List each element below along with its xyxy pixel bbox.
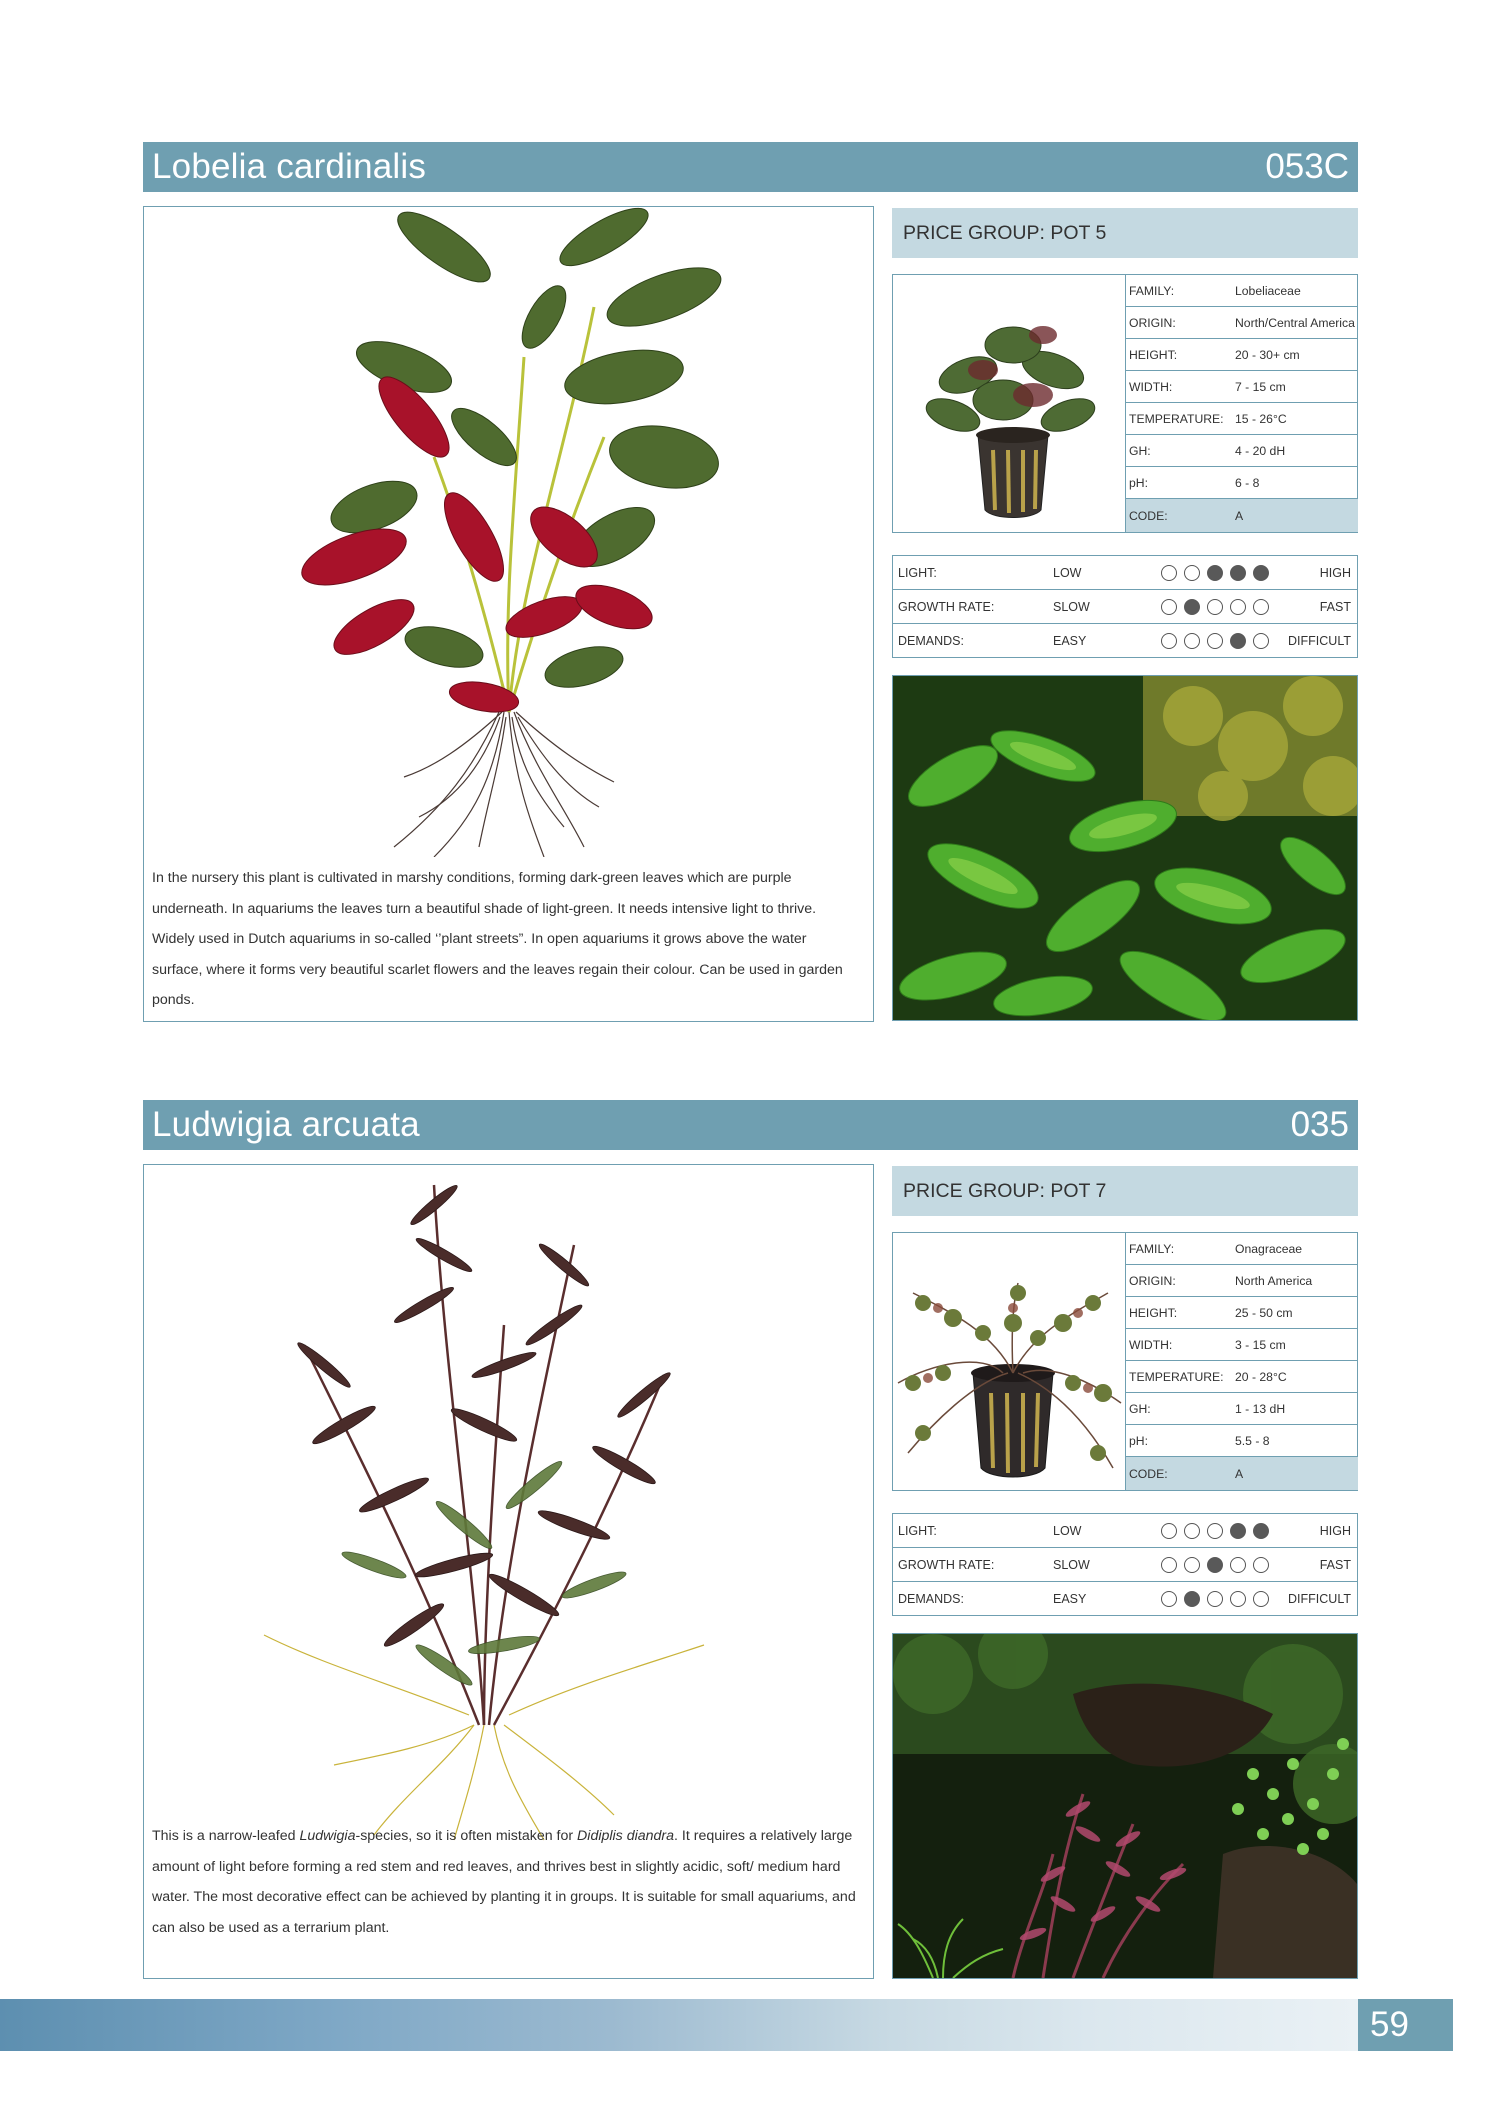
price-group-label: PRICE GROUP: POT 7 <box>903 1179 1107 1202</box>
aquarium-photo <box>892 1633 1358 1979</box>
rating-dot-empty <box>1207 1591 1223 1607</box>
plant-title-bar <box>143 142 1358 192</box>
description-text: . It requires a relatively large amount of light before forming a red stem and red leaves, and thrives best in slightly acidic, soft/ medium hard water. The most decorative effect can be achieved by planting it in groups. It is suitable for small aquariums, and can also be used as a terrarium plant. <box>152 1828 856 1936</box>
rating-dots <box>1161 1591 1269 1607</box>
rating-low-label: LOW <box>1053 565 1082 580</box>
fact-label: ORIGIN: <box>1129 1273 1176 1288</box>
rating-dot-empty <box>1184 1557 1200 1573</box>
rating-low-label: SLOW <box>1053 599 1090 614</box>
plant-name: Ludwigia arcuata <box>152 1105 420 1144</box>
rating-dot-empty <box>1184 633 1200 649</box>
rating-dots <box>1161 1557 1269 1573</box>
potted-plant-photo <box>893 1233 1125 1490</box>
fact-label: HEIGHT: <box>1129 1305 1178 1320</box>
rating-row-growth-rate <box>893 590 1357 624</box>
rating-row-demands <box>893 624 1357 658</box>
plant-illustration-panel <box>143 1164 874 1979</box>
rating-high-label: DIFFICULT <box>1288 634 1351 648</box>
rating-dot-empty <box>1184 1523 1200 1539</box>
fact-label: FAMILY: <box>1129 283 1175 298</box>
fact-label: ORIGIN: <box>1129 315 1176 330</box>
rating-dot-filled <box>1184 1591 1200 1607</box>
rating-dot-filled <box>1253 565 1269 581</box>
rating-label: DEMANDS: <box>898 634 964 648</box>
aquarium-photo <box>892 675 1358 1021</box>
fact-label: TEMPERATURE: <box>1129 1369 1224 1384</box>
fact-label: GH: <box>1129 443 1151 458</box>
rating-dot-empty <box>1253 1591 1269 1607</box>
fact-value: 20 - 30+ cm <box>1235 347 1300 362</box>
rating-row-light <box>893 1514 1357 1548</box>
fact-row <box>1126 371 1358 403</box>
fact-row <box>1126 1233 1358 1265</box>
fact-row <box>1126 1361 1358 1393</box>
plant-title-bar <box>143 1100 1358 1150</box>
plant-code: 035 <box>1290 1105 1349 1144</box>
page-number <box>1358 1999 1453 2051</box>
rating-low-label: SLOW <box>1053 1557 1090 1572</box>
ludwigia-illustration <box>144 1165 873 1845</box>
fact-value: 4 - 20 dH <box>1235 443 1286 458</box>
fact-value: 6 - 8 <box>1235 475 1260 490</box>
fact-row <box>1126 275 1358 307</box>
rating-dots <box>1161 633 1269 649</box>
rating-high-label: HIGH <box>1319 565 1351 580</box>
rating-dot-empty <box>1253 1557 1269 1573</box>
plant-illustration-panel <box>143 206 874 1022</box>
footer-band <box>0 1999 1358 2051</box>
rating-label: DEMANDS: <box>898 1592 964 1606</box>
rating-dot-empty <box>1230 1557 1246 1573</box>
price-group-label: PRICE GROUP: POT 5 <box>903 221 1107 244</box>
fact-row <box>1126 435 1358 467</box>
rating-dot-empty <box>1230 1591 1246 1607</box>
rating-dot-empty <box>1161 1591 1177 1607</box>
fact-value: 20 - 28°C <box>1235 1369 1287 1384</box>
rating-dot-empty <box>1207 599 1223 615</box>
description-text: This is a narrow-leafed <box>152 1828 300 1844</box>
rating-row-demands <box>893 1582 1357 1616</box>
rating-dot-filled <box>1207 1557 1223 1573</box>
rating-dots <box>1161 1523 1269 1539</box>
fact-label: WIDTH: <box>1129 379 1173 394</box>
price-group-bar <box>892 1166 1358 1216</box>
fact-row <box>1126 1329 1358 1361</box>
rating-low-label: EASY <box>1053 1592 1087 1606</box>
description-italic-species: Didiplis diandra <box>577 1828 675 1844</box>
rating-dots <box>1161 599 1269 615</box>
plant-facts-table <box>1125 1233 1358 1490</box>
plant-description <box>152 1821 859 1943</box>
plant-facts-table <box>1125 275 1358 532</box>
rating-dot-filled <box>1230 633 1246 649</box>
care-ratings-table <box>892 555 1358 658</box>
fact-label: CODE: <box>1129 508 1168 523</box>
plant-code: 053C <box>1265 147 1349 186</box>
fact-label: pH: <box>1129 1433 1148 1448</box>
fact-value: 15 - 26°C <box>1235 411 1287 426</box>
rating-dot-empty <box>1161 565 1177 581</box>
rating-low-label: EASY <box>1053 634 1087 648</box>
potted-plant-photo <box>893 275 1125 532</box>
fact-row <box>1126 307 1358 339</box>
fact-label: CODE: <box>1129 1466 1168 1481</box>
price-group-bar <box>892 208 1358 258</box>
fact-row <box>1126 1265 1358 1297</box>
rating-dot-empty <box>1207 1523 1223 1539</box>
fact-row <box>1126 403 1358 435</box>
rating-row-growth-rate <box>893 1548 1357 1582</box>
fact-label: pH: <box>1129 475 1148 490</box>
fact-value: North America <box>1235 1273 1313 1288</box>
page-number-text: 59 <box>1370 2005 1409 2044</box>
rating-dot-empty <box>1253 633 1269 649</box>
fact-value: 3 - 15 cm <box>1235 1337 1286 1352</box>
fact-value: 5.5 - 8 <box>1235 1433 1270 1448</box>
fact-label: HEIGHT: <box>1129 347 1178 362</box>
rating-dot-empty <box>1253 599 1269 615</box>
rating-label: GROWTH RATE: <box>898 1557 995 1572</box>
fact-value: 25 - 50 cm <box>1235 1305 1293 1320</box>
fact-value: A <box>1235 1466 1244 1481</box>
rating-dot-empty <box>1184 565 1200 581</box>
rating-dot-empty <box>1161 599 1177 615</box>
rating-low-label: LOW <box>1053 1523 1082 1538</box>
rating-dot-filled <box>1230 1523 1246 1539</box>
fact-value: North/Central America <box>1235 315 1355 330</box>
rating-high-label: DIFFICULT <box>1288 1592 1351 1606</box>
fact-label: GH: <box>1129 1401 1151 1416</box>
description-italic-genus: Ludwigia <box>299 1828 356 1844</box>
lobelia-illustration <box>144 207 873 857</box>
fact-label: FAMILY: <box>1129 1241 1175 1256</box>
rating-dot-filled <box>1253 1523 1269 1539</box>
rating-dot-filled <box>1207 565 1223 581</box>
fact-row <box>1126 1297 1358 1329</box>
rating-dot-empty <box>1207 633 1223 649</box>
fact-row-code <box>1126 499 1358 532</box>
fact-row-code <box>1126 1457 1358 1490</box>
fact-value: 1 - 13 dH <box>1235 1401 1286 1416</box>
plant-info-box <box>892 1232 1358 1491</box>
rating-high-label: HIGH <box>1319 1523 1351 1538</box>
rating-high-label: FAST <box>1319 599 1351 614</box>
fact-row <box>1126 467 1358 499</box>
fact-value: 7 - 15 cm <box>1235 379 1286 394</box>
rating-dot-filled <box>1230 565 1246 581</box>
fact-value: Onagraceae <box>1235 1241 1303 1256</box>
rating-row-light <box>893 556 1357 590</box>
rating-dot-filled <box>1184 599 1200 615</box>
rating-label: GROWTH RATE: <box>898 599 995 614</box>
rating-dots <box>1161 565 1269 581</box>
fact-label: TEMPERATURE: <box>1129 411 1224 426</box>
rating-dot-empty <box>1230 599 1246 615</box>
fact-row <box>1126 1393 1358 1425</box>
description-text: -species, so it is often mistaken for <box>355 1828 578 1844</box>
plant-info-box <box>892 274 1358 533</box>
plant-description: In the nursery this plant is cultivated in marshy conditions, forming dark-green leaves which are purple underneath. In aquariums the leaves turn a beautiful shade of light-green. It needs intensive light to thrive. Widely used in Dutch aquariums in so-called ‘’plant streets”. In open aquariums it grows above the water surface, where it forms very beautiful scarlet flowers and the leaves regain their colour. Can be used in garden ponds. <box>152 870 843 1008</box>
care-ratings-table <box>892 1513 1358 1616</box>
fact-value: Lobeliaceae <box>1235 283 1301 298</box>
rating-label: LIGHT: <box>898 1523 937 1538</box>
rating-dot-empty <box>1161 1523 1177 1539</box>
rating-high-label: FAST <box>1319 1557 1351 1572</box>
rating-label: LIGHT: <box>898 565 937 580</box>
rating-dot-empty <box>1161 633 1177 649</box>
rating-dot-empty <box>1161 1557 1177 1573</box>
plant-name: Lobelia cardinalis <box>152 147 427 186</box>
fact-row <box>1126 1425 1358 1457</box>
fact-label: WIDTH: <box>1129 1337 1173 1352</box>
fact-value: A <box>1235 508 1244 523</box>
fact-row <box>1126 339 1358 371</box>
